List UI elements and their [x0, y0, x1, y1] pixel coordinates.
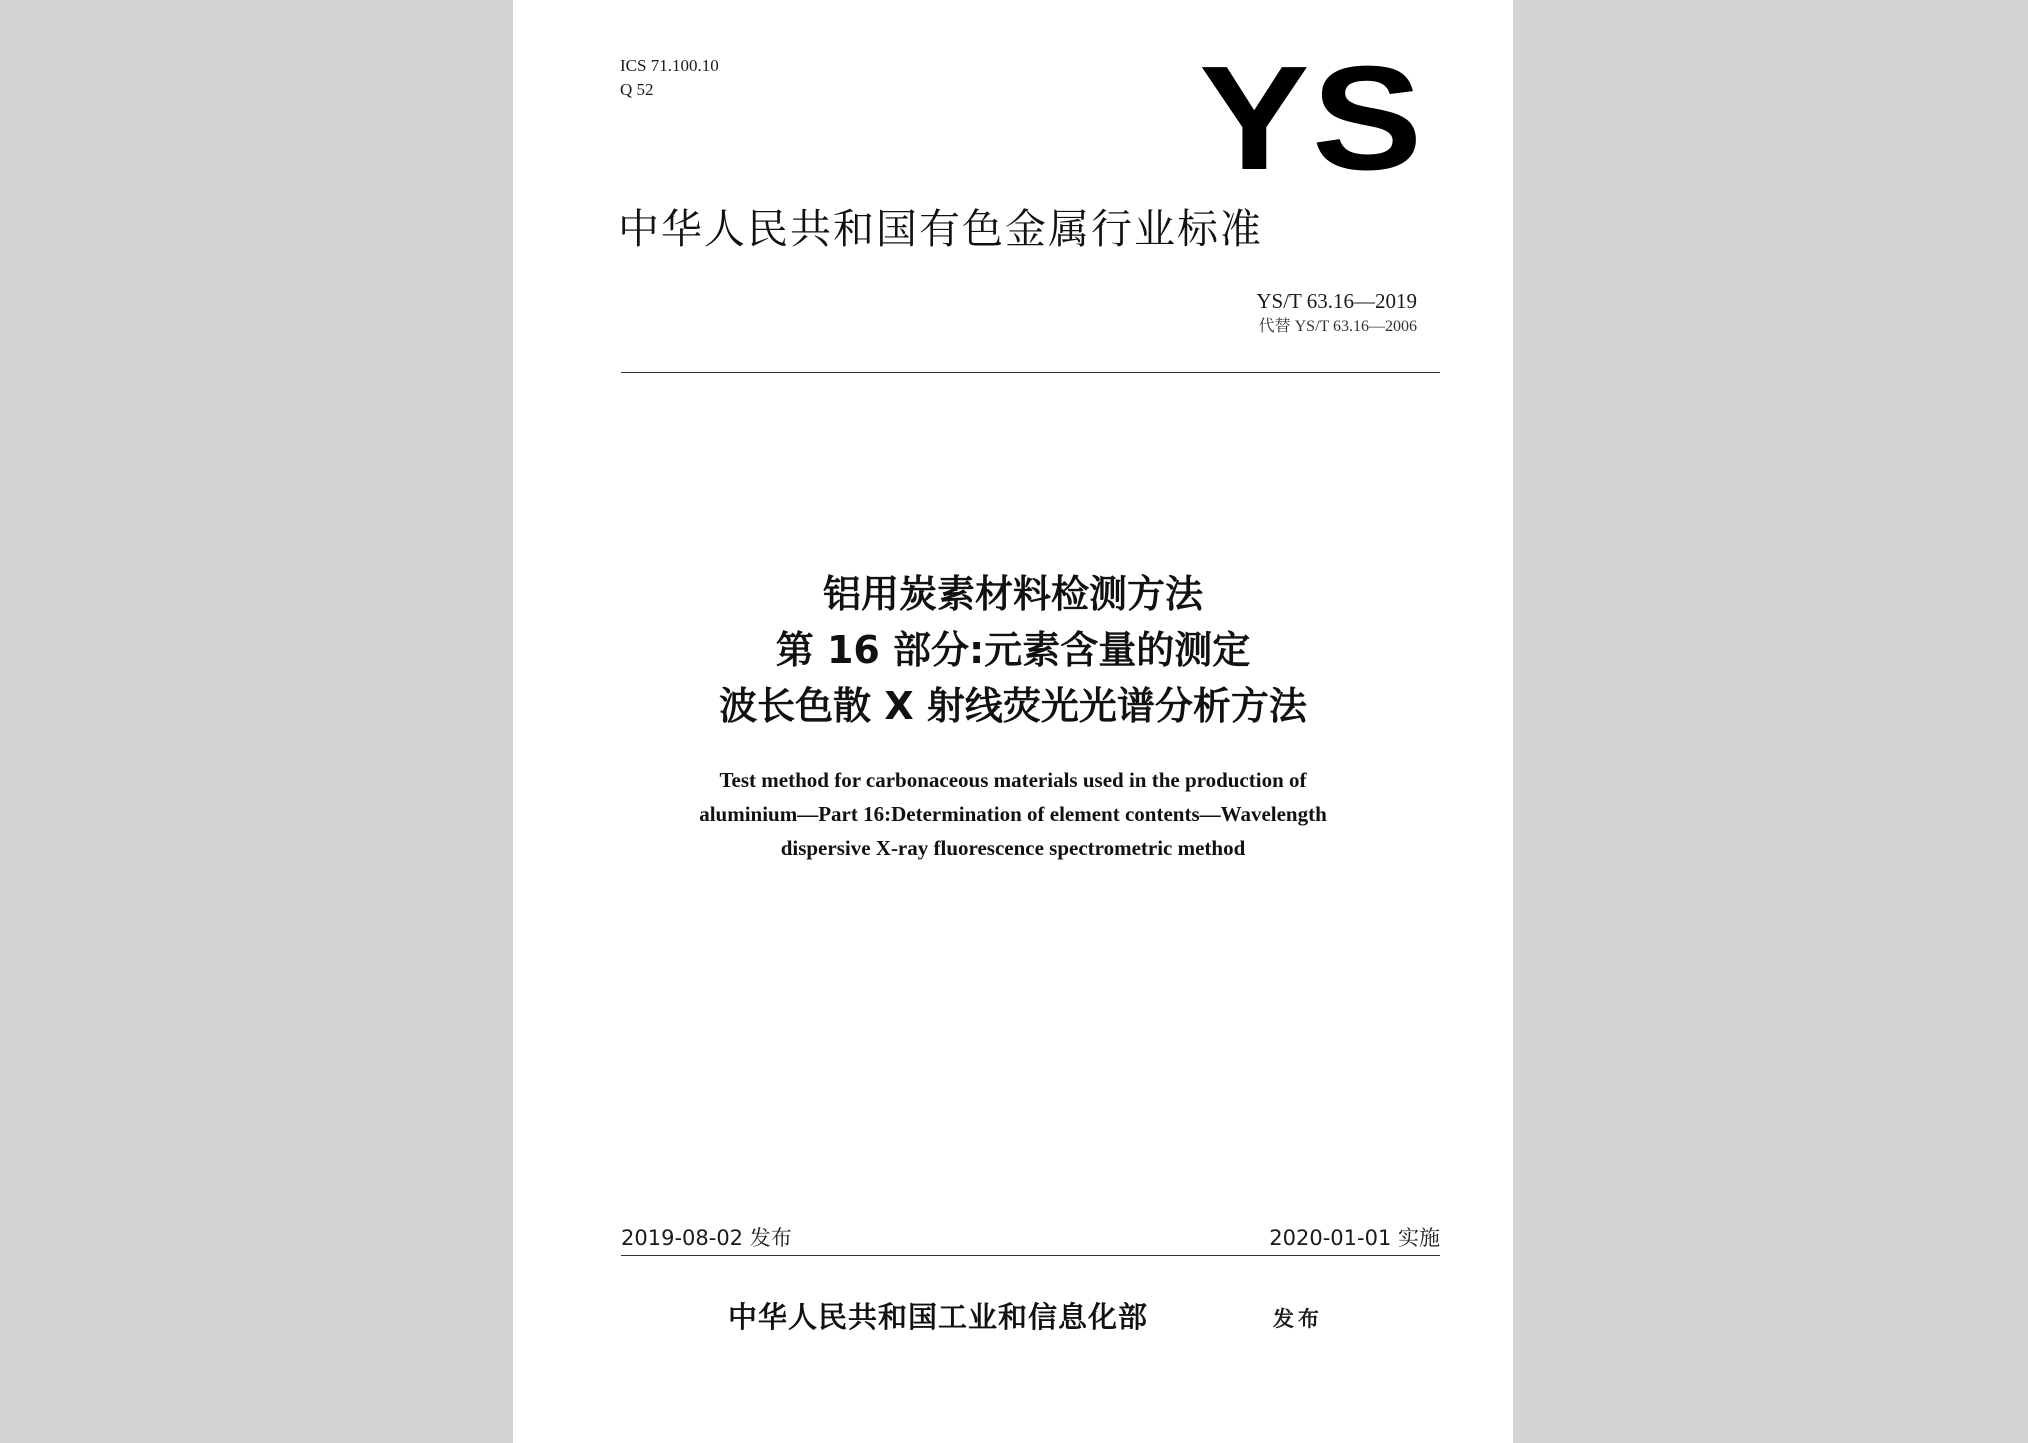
issue-date: 2019-08-02 发布	[621, 1226, 792, 1250]
document-page	[513, 0, 1513, 1443]
publisher-name: 中华人民共和国工业和信息化部	[728, 1300, 1149, 1334]
chinese-title	[513, 566, 1513, 734]
publish-label: 发布	[1273, 1307, 1323, 1331]
footer-divider	[621, 1255, 1440, 1256]
implementation-date: 2020-01-01 实施	[1269, 1226, 1440, 1250]
chinese-title-line-1: 铝用炭素材料检测方法	[822, 572, 1203, 616]
classification-codes	[620, 54, 719, 102]
ics-code: ICS 71.100.10	[620, 56, 719, 75]
replaces-standard: 代替 YS/T 63.16—2006	[1258, 318, 1417, 335]
ccs-code: Q 52	[620, 80, 654, 99]
chinese-title-line-2: 第 16 部分:元素含量的测定	[775, 628, 1251, 672]
header-divider	[621, 372, 1440, 373]
english-title	[513, 763, 1513, 865]
ys-logo: YS	[1199, 36, 1425, 201]
english-title-line-1: Test method for carbonaceous materials used in the production of	[719, 768, 1307, 792]
english-title-line-2: aluminium—Part 16:Determination of element contents—Wavelength	[699, 802, 1327, 826]
org-title: 中华人民共和国有色金属行业标准	[618, 205, 1263, 253]
chinese-title-line-3: 波长色散 X 射线荧光光谱分析方法	[719, 684, 1307, 728]
english-title-line-3: dispersive X-ray fluorescence spectrometric method	[780, 836, 1246, 860]
standard-number: YS/T 63.16—2019	[1256, 289, 1417, 313]
